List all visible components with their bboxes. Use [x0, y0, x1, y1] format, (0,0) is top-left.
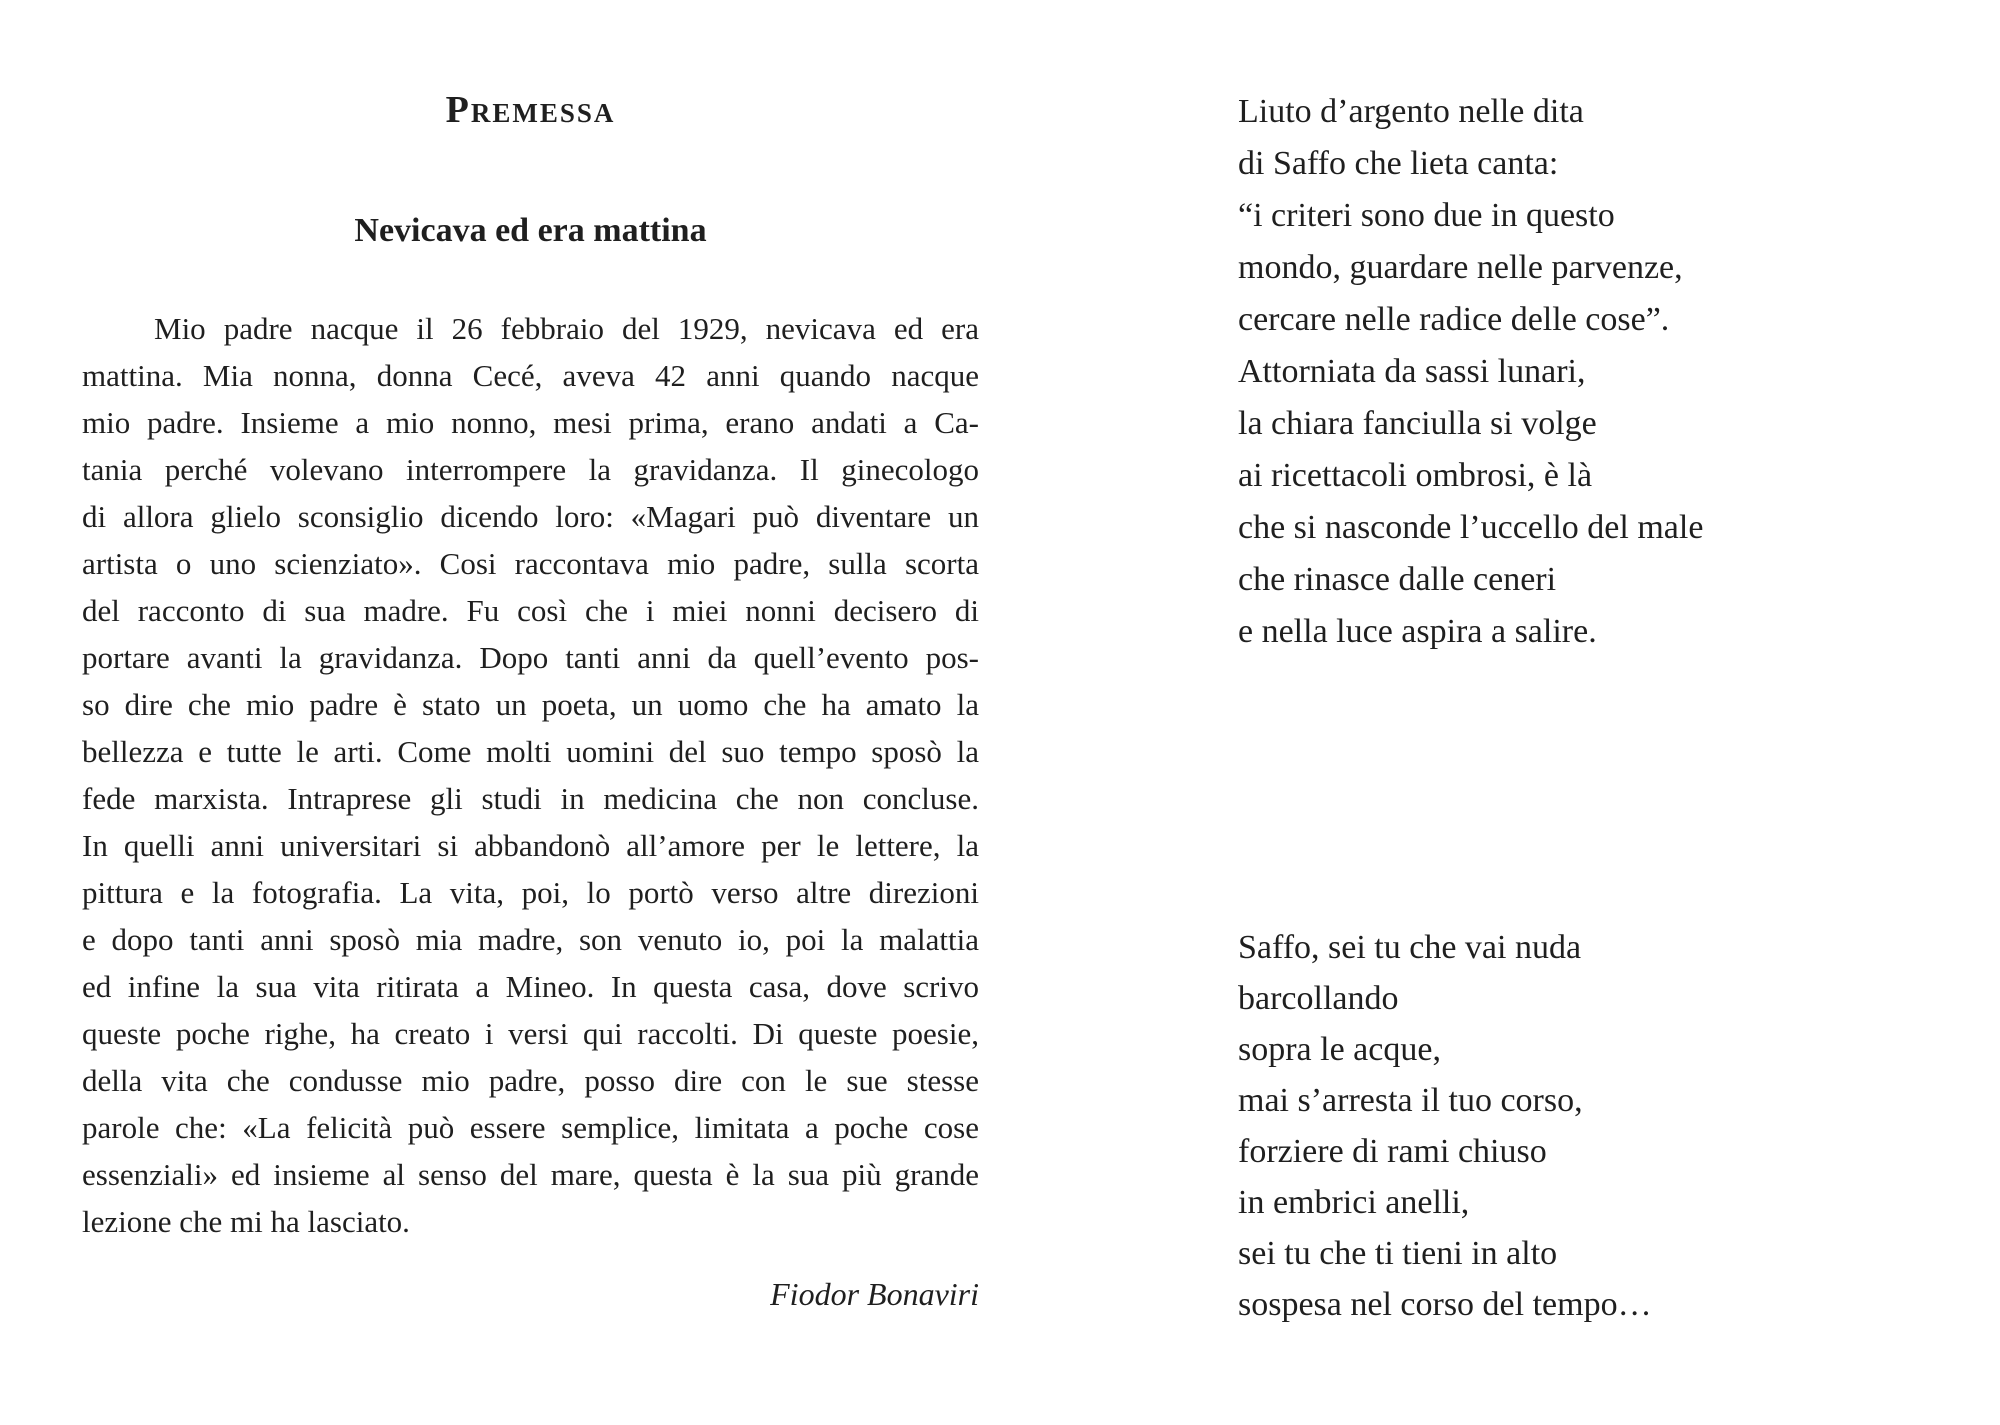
poem-line: e nella luce aspira a salire.: [1238, 613, 1597, 650]
paragraph-line: essenziali» ed insieme al senso del mare, questa è la sua più grande: [82, 1157, 979, 1192]
left-page: [82, 0, 979, 1425]
poem-line: Liuto d’argento nelle dita: [1238, 93, 1584, 130]
paragraph-line: queste poche righe, ha creato i versi qui raccolti. Di queste poesie,: [82, 1016, 979, 1051]
poem-line: Saffo, sei tu che vai nuda: [1238, 929, 1582, 966]
poem-line: la chiara fanciulla si volge: [1238, 405, 1597, 442]
poem-line: sospesa nel corso del tempo…: [1238, 1286, 1652, 1323]
paragraph-line: mattina. Mia nonna, donna Cecé, aveva 42 anni quando nacque: [82, 358, 979, 393]
poem-line: Attorniata da sassi lunari,: [1238, 353, 1586, 390]
poem-line: mondo, guardare nelle parvenze,: [1238, 249, 1683, 286]
poem-line: che rinasce dalle ceneri: [1238, 561, 1557, 598]
paragraph-line: bellezza e tutte le arti. Come molti uomini del suo tempo sposò la: [82, 734, 979, 769]
paragraph-line: parole che: «La felicità può essere semplice, limitata a poche cose: [82, 1110, 979, 1145]
poem-line: cercare nelle radice delle cose”.: [1238, 301, 1670, 338]
poem-two: [1238, 922, 1652, 1330]
body-paragraph: [82, 305, 979, 1245]
poem-line: “i criteri sono due in questo: [1238, 197, 1615, 234]
paragraph-line: pittura e la fotografia. La vita, poi, lo portò verso altre direzioni: [82, 875, 979, 910]
paragraph-line: In quelli anni universitari si abbandonò all’amore per le lettere, la: [82, 828, 979, 863]
poem-line: in embrici anelli,: [1238, 1184, 1470, 1221]
author-signature: Fiodor Bonaviri: [770, 1276, 979, 1312]
paragraph-line: di allora glielo sconsiglio dicendo loro: «Magari può diventare un: [82, 499, 979, 534]
right-page: [1238, 0, 1918, 1425]
poem-line: sei tu che ti tieni in alto: [1238, 1235, 1558, 1272]
paragraph-line: lezione che mi ha lasciato.: [82, 1204, 410, 1239]
paragraph-line: tania perché volevano interrompere la gravidanza. Il ginecologo: [82, 452, 979, 487]
poem-line: che si nasconde l’uccello del male: [1238, 509, 1704, 546]
paragraph-line: artista o uno scienziato». Cosi raccontava mio padre, sulla scorta: [82, 546, 979, 581]
poem-line: sopra le acque,: [1238, 1031, 1441, 1068]
section-title: Premessa: [445, 89, 616, 131]
paragraph-line: ed infine la sua vita ritirata a Mineo. In questa casa, dove scrivo: [82, 969, 979, 1004]
paragraph-line: so dire che mio padre è stato un poeta, un uomo che ha amato la: [82, 687, 979, 722]
paragraph-line: del racconto di sua madre. Fu così che i miei nonni decisero di: [82, 593, 979, 628]
paragraph-line: portare avanti la gravidanza. Dopo tanti anni da quell’evento pos-: [82, 640, 979, 675]
poem-line: barcollando: [1238, 980, 1399, 1017]
poem-one: [1238, 86, 1703, 658]
paragraph-line: della vita che condusse mio padre, posso dire con le sue stesse: [82, 1063, 979, 1098]
paragraph-line: fede marxista. Intraprese gli studi in medicina che non concluse.: [82, 781, 979, 816]
poem-line: di Saffo che lieta canta:: [1238, 145, 1559, 182]
paragraph-line: e dopo tanti anni sposò mia madre, son venuto io, poi la malattia: [82, 922, 979, 957]
paragraph-line: Mio padre nacque il 26 febbraio del 1929, nevicava ed era: [154, 311, 979, 346]
poem-line: forziere di rami chiuso: [1238, 1133, 1547, 1170]
chapter-subtitle: Nevicava ed era mattina: [354, 212, 707, 249]
poem-line: ai ricettacoli ombrosi, è là: [1238, 457, 1593, 494]
paragraph-line: mio padre. Insieme a mio nonno, mesi prima, erano andati a Ca-: [82, 405, 979, 440]
poem-line: mai s’arresta il tuo corso,: [1238, 1082, 1583, 1119]
